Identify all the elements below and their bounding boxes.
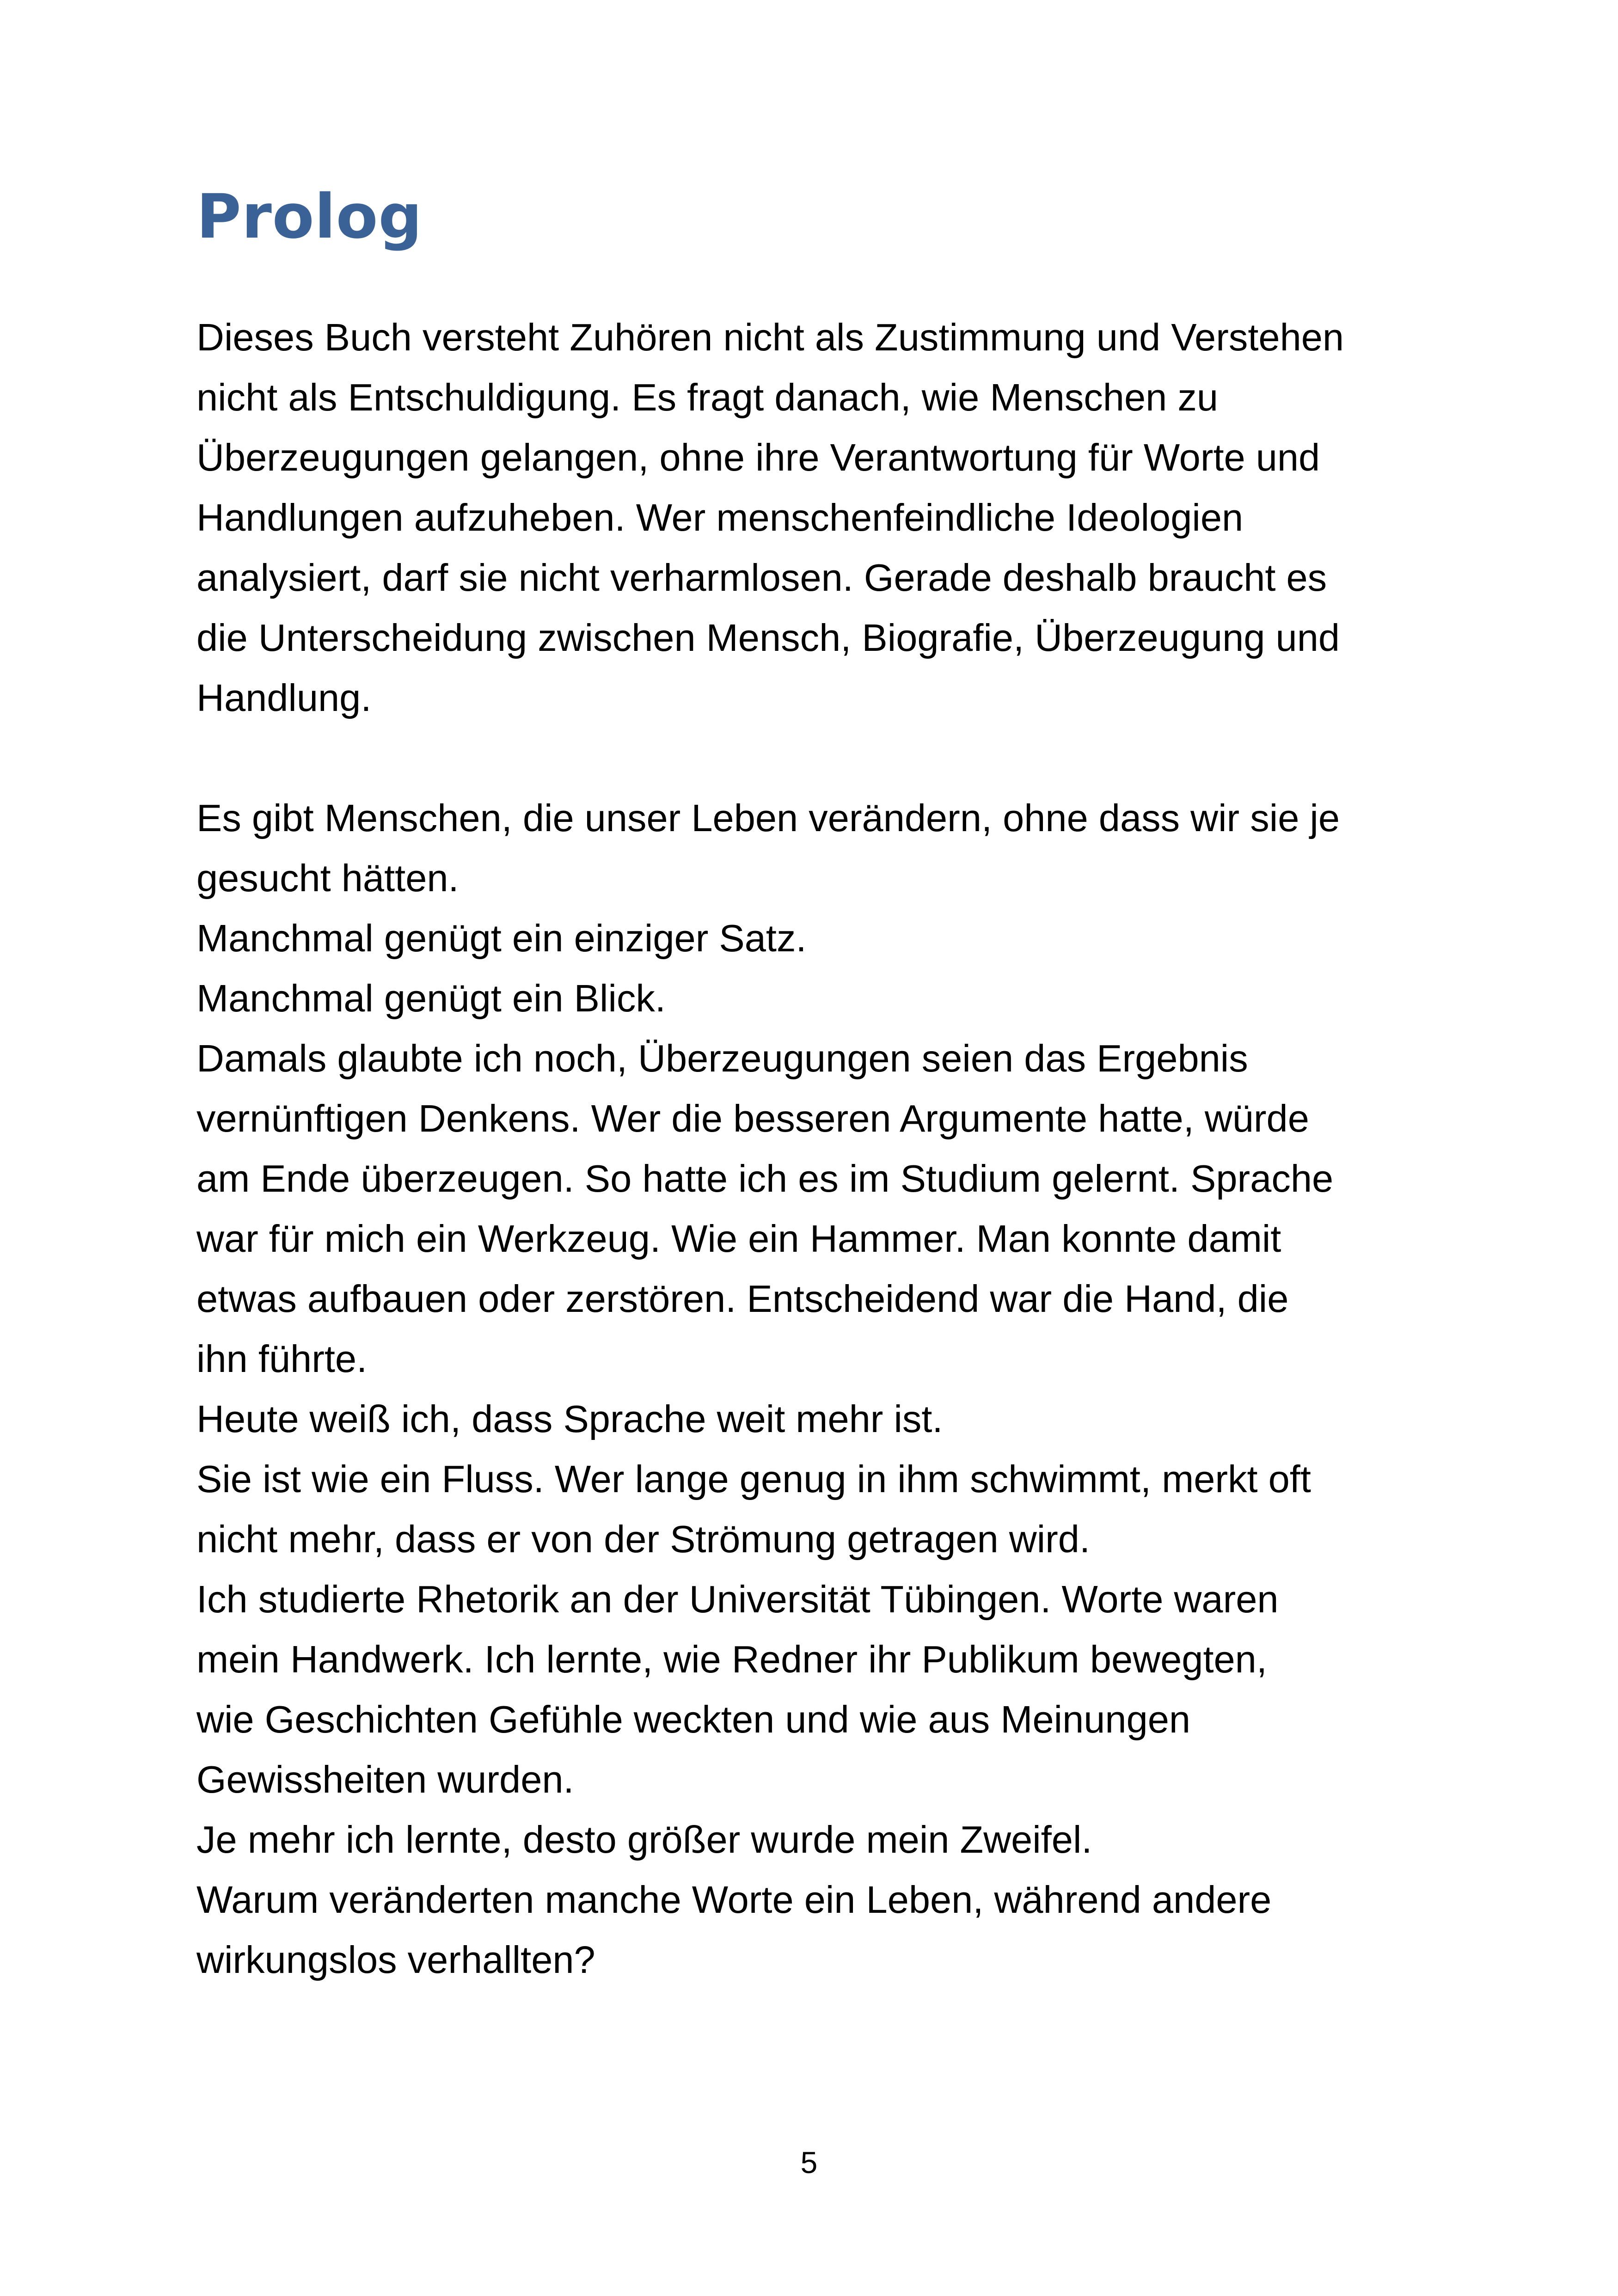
- text-line: Heute weiß ich, dass Sprache weit mehr ist.: [196, 1397, 943, 1440]
- text-line: Sie ist wie ein Fluss. Wer lange genug in ihm schwimmt, merkt oft: [196, 1457, 1311, 1500]
- body-text: [196, 307, 1482, 1990]
- text-line: die Unterscheidung zwischen Mensch, Biografie, Überzeugung und: [196, 616, 1340, 659]
- page-number: 5: [800, 2145, 818, 2180]
- text-line: Gewissheiten wurden.: [196, 1758, 574, 1801]
- text-line: etwas aufbauen oder zerstören. Entscheidend war die Hand, die: [196, 1277, 1289, 1320]
- text-line: nicht mehr, dass er von der Strömung getragen wird.: [196, 1518, 1091, 1561]
- text-line: mein Handwerk. Ich lernte, wie Redner ihr Publikum bewegten,: [196, 1638, 1267, 1681]
- text-line: wirkungslos verhallten?: [196, 1938, 595, 1981]
- text-line: vernünftigen Denkens. Wer die besseren Argumente hatte, würde: [196, 1097, 1309, 1140]
- text-line: war für mich ein Werkzeug. Wie ein Hammer. Man konnte damit: [196, 1217, 1281, 1260]
- text-line: Manchmal genügt ein Blick.: [196, 977, 666, 1020]
- text-line: Handlungen aufzuheben. Wer menschenfeindliche Ideologien: [196, 496, 1244, 539]
- text-line: analysiert, darf sie nicht verharmlosen. Gerade deshalb braucht es: [196, 556, 1327, 599]
- text-line: Ich studierte Rhetorik an der Universität Tübingen. Worte waren: [196, 1578, 1279, 1621]
- text-line: Überzeugungen gelangen, ohne ihre Verantwortung für Worte und: [196, 436, 1320, 479]
- text-line: Je mehr ich lernte, desto größer wurde mein Zweifel.: [196, 1818, 1092, 1861]
- text-line: Manchmal genügt ein einziger Satz.: [196, 917, 807, 960]
- paragraph-spacer: [196, 728, 1482, 788]
- text-line: Damals glaubte ich noch, Überzeugungen seien das Ergebnis: [196, 1037, 1248, 1080]
- chapter-heading: Prolog: [196, 181, 423, 252]
- text-line: Handlung.: [196, 676, 372, 719]
- text-line: Dieses Buch versteht Zuhören nicht als Zustimmung und Verstehen: [196, 316, 1344, 359]
- text-line: Warum veränderten manche Worte ein Leben, während andere: [196, 1878, 1272, 1921]
- text-line: gesucht hätten.: [196, 857, 459, 900]
- text-line: ihn führte.: [196, 1337, 368, 1380]
- text-line: nicht als Entschuldigung. Es fragt danach, wie Menschen zu: [196, 376, 1218, 419]
- text-line: am Ende überzeugen. So hatte ich es im Studium gelernt. Sprache: [196, 1157, 1334, 1200]
- paragraph-story: [196, 788, 1482, 1990]
- text-line: Es gibt Menschen, die unser Leben verändern, ohne dass wir sie je: [196, 796, 1340, 839]
- text-line: wie Geschichten Gefühle weckten und wie aus Meinungen: [196, 1698, 1191, 1741]
- paragraph-intro: [196, 307, 1482, 728]
